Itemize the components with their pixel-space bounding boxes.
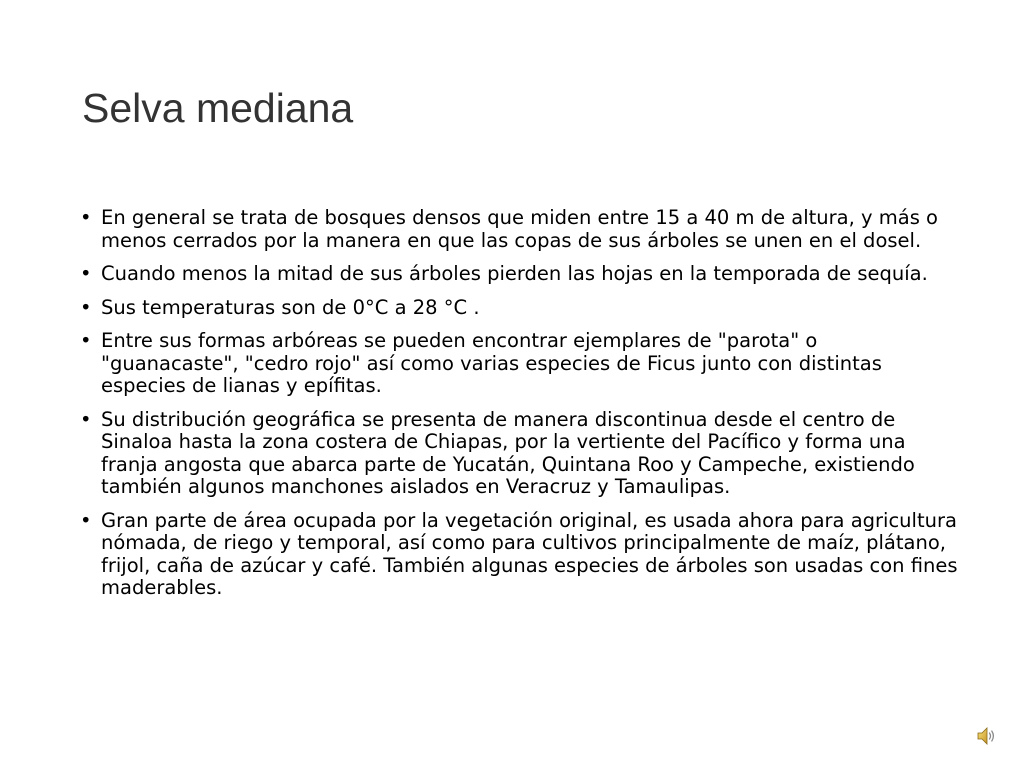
bullet-icon: • [80, 508, 92, 532]
bullet-icon: • [80, 262, 92, 285]
bullet-icon: • [80, 329, 92, 352]
bullet-text: Cuando menos la mitad de sus árboles pierden las hojas en la temporada de sequía. [101, 262, 928, 285]
bullet-item [80, 207, 960, 252]
bullet-text: Su distribución geográfica se presenta de manera discontinua desde el centro de Sinaloa hasta la zona costera de Chiapas, por la vertiente del Pacífico y forma una franja angosta que abarca parte de Yucatán, Quintana Roo y Campeche, existiendo también algunos manchones aislados en Veracruz y Tamaulipas. [101, 407, 915, 498]
bullet-text: Gran parte de área ocupada por la vegetación original, es usada ahora para agricultura nómada, de riego y temporal, así como para cultivos principalmente de maíz, plátano, frijol, caña de azúcar y café. También algunas especies de árboles son usadas con fines maderables. [101, 508, 958, 599]
slide-title: Selva mediana [82, 85, 354, 131]
bullet-text: Sus temperaturas son de 0°C a 28 °C . [101, 295, 480, 319]
bullet-icon: • [80, 407, 92, 431]
bullet-icon: • [80, 206, 92, 229]
bullet-item [80, 263, 960, 286]
bullet-item [80, 409, 960, 499]
speaker-icon[interactable] [975, 724, 999, 748]
bullet-text: Entre sus formas arbóreas se pueden encontrar ejemplares de "parota" o "guanacaste", "cedro rojo" así como varias especies de Ficus junto con distintas especies de lianas y epífitas. [101, 329, 882, 397]
bullet-item [80, 330, 960, 398]
bullet-item [80, 297, 960, 320]
bullet-list [80, 207, 960, 611]
bullet-icon: • [80, 295, 92, 319]
bullet-text: En general se trata de bosques densos que miden entre 15 a 40 m de altura, y más o menos cerrados por la manera en que las copas de sus árboles se unen en el dosel. [101, 206, 938, 252]
bullet-item [80, 510, 960, 600]
